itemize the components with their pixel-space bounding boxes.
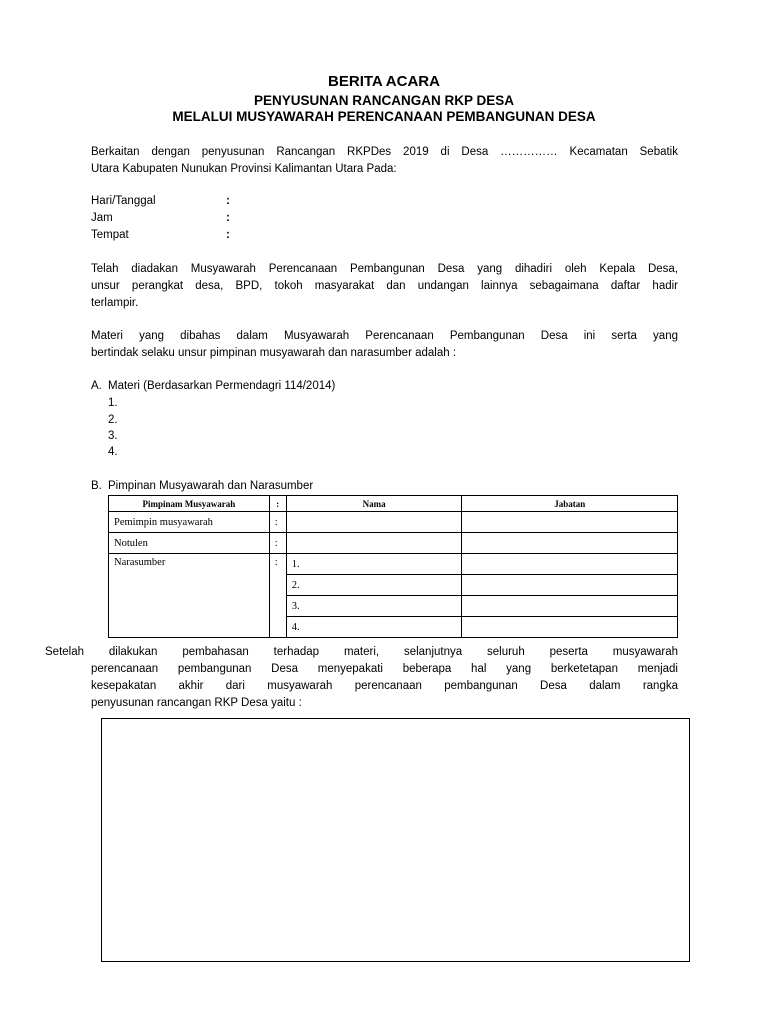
table-cell-jabatan — [462, 554, 678, 575]
agreement-box — [101, 718, 690, 962]
field-label-place: Tempat — [91, 229, 129, 241]
table-cell-nama — [286, 512, 462, 533]
para1-line-2: unsur perangkat desa, BPD, tokoh masyarakat dan undangan lainnya sebagaimana daftar hadir — [91, 280, 678, 292]
document-subtitle: PENYUSUNAN RANCANGAN RKP DESA — [253, 93, 515, 108]
materi-item: 4. — [108, 446, 118, 458]
conclusion-line-4: penyusunan rancangan RKP Desa yaitu : — [91, 697, 302, 709]
table-row — [109, 533, 678, 554]
table-cell-jabatan — [462, 512, 678, 533]
section-a-title: Materi (Berdasarkan Permendagri 114/2014) — [108, 380, 336, 392]
table-cell-sep: : — [269, 533, 286, 554]
section-a-label: A. — [91, 380, 102, 392]
intro-line-1: Berkaitan dengan penyusunan Rancangan RKPDes 2019 di Desa …………… Kecamatan Sebatik — [91, 146, 678, 158]
field-label-date: Hari/Tanggal — [91, 195, 156, 207]
table-cell-sep: : — [269, 512, 286, 533]
table-cell-role: Notulen — [109, 533, 270, 554]
conclusion-line-1: Setelah dilakukan pembahasan terhadap materi, selanjutnya seluruh peserta musyawarah — [45, 646, 678, 658]
para1-line-3: terlampir. — [91, 297, 139, 309]
section-b-title: Pimpinan Musyawarah dan Narasumber — [108, 480, 314, 492]
section-b-label: B. — [91, 480, 102, 492]
table-header: Nama — [286, 496, 462, 512]
table-cell-nama: 1. — [286, 554, 462, 575]
para2-line-2: bertindak selaku unsur pimpinan musyawarah dan narasumber adalah : — [91, 347, 457, 359]
table-cell-jabatan — [462, 596, 678, 617]
table-header: Pimpinam Musyawarah — [109, 496, 270, 512]
conclusion-line-3: kesepakatan akhir dari musyawarah perencanaan pembangunan Desa dalam rangka — [91, 680, 678, 692]
field-sep-date: : — [226, 195, 230, 207]
field-label-time: Jam — [91, 212, 113, 224]
materi-item: 3. — [108, 430, 118, 442]
field-sep-time: : — [226, 212, 230, 224]
table-row — [109, 554, 678, 575]
narasumber-sep: : — [274, 557, 278, 568]
table-cell-jabatan — [462, 533, 678, 554]
table-cell-nama: 2. — [286, 575, 462, 596]
para2-line-1: Materi yang dibahas dalam Musyawarah Perencanaan Pembangunan Desa ini serta yang — [91, 330, 678, 342]
document-title: BERITA ACARA — [328, 73, 440, 90]
intro-line-2: Utara Kabupaten Nunukan Provinsi Kalimantan Utara Pada: — [91, 163, 397, 175]
table-cell-nama — [286, 533, 462, 554]
document-subtitle-2: MELALUI MUSYAWARAH PERENCANAAN PEMBANGUNAN DESA — [172, 109, 596, 124]
table-cell-jabatan — [462, 617, 678, 638]
pimpinan-table — [108, 495, 678, 638]
table-header: Jabatan — [462, 496, 678, 512]
table-header: : — [269, 496, 286, 512]
table-cell-sep — [269, 554, 286, 638]
materi-item: 2. — [108, 414, 118, 426]
table-cell-jabatan — [462, 575, 678, 596]
table-cell-role: Pemimpin musyawarah — [109, 512, 270, 533]
conclusion-line-2: perencanaan pembangunan Desa menyepakati beberapa hal yang berketetapan menjadi — [91, 663, 678, 675]
table-cell-nama: 4. — [286, 617, 462, 638]
table-row — [109, 512, 678, 533]
narasumber-label: Narasumber — [114, 557, 166, 568]
table-cell-nama: 3. — [286, 596, 462, 617]
table-header-row — [109, 496, 678, 512]
materi-item: 1. — [108, 397, 118, 409]
table-cell-role — [109, 554, 270, 638]
field-sep-place: : — [226, 229, 230, 241]
para1-line-1: Telah diadakan Musyawarah Perencanaan Pembangunan Desa yang dihadiri oleh Kepala Desa, — [91, 263, 678, 275]
